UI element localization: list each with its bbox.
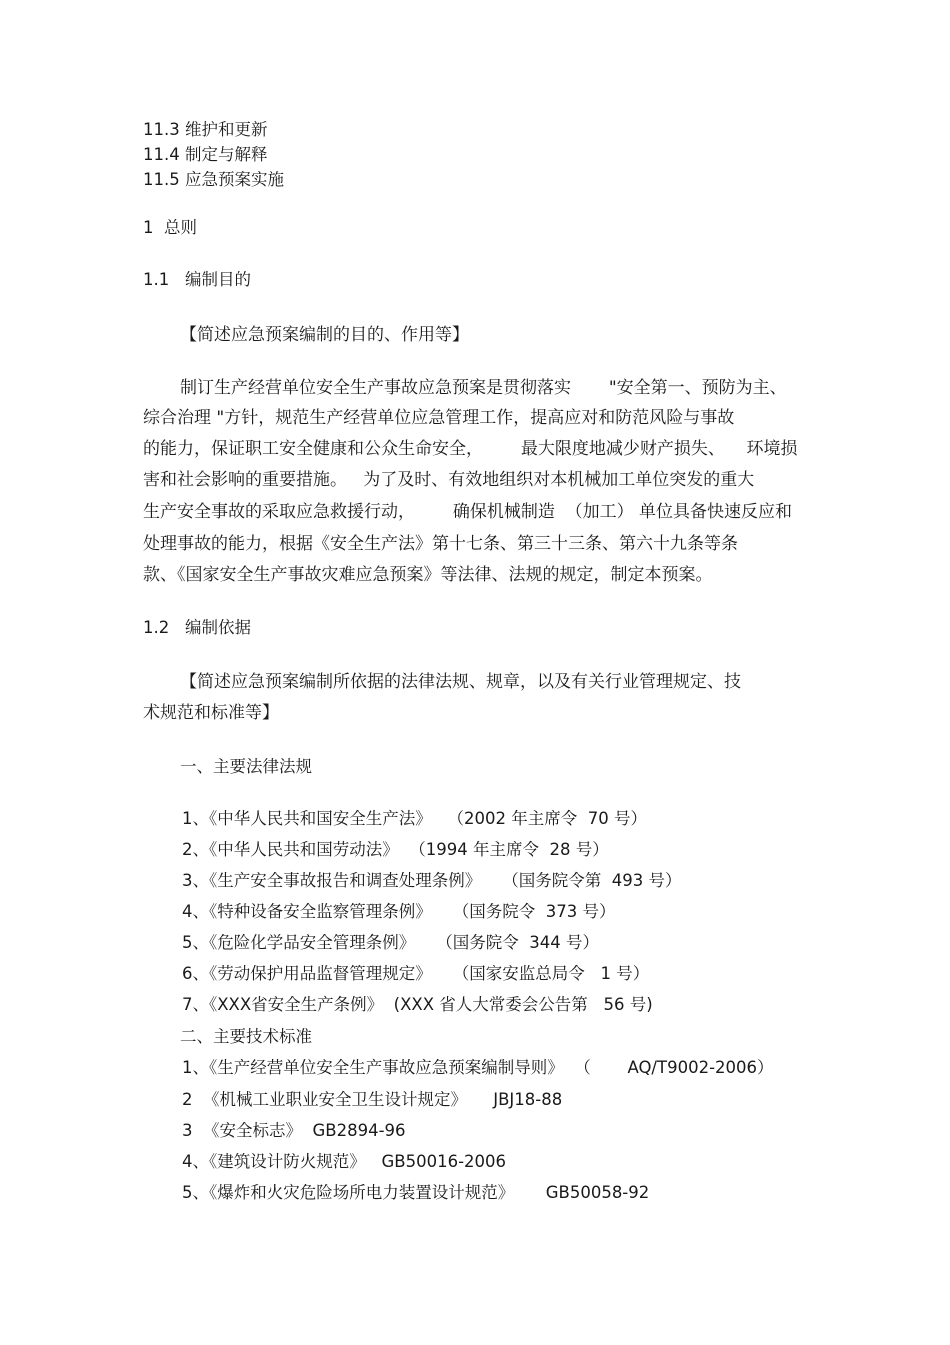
paragraph-line: 综合治理 "方针，规范生产经营单位应急管理工作，提高应对和防范风险与事故 bbox=[143, 408, 735, 428]
law-item: 4、《特种设备安全监察管理条例》 （国务院令 373 号） bbox=[182, 902, 616, 921]
section-heading: 1 总则 bbox=[143, 218, 197, 237]
paragraph-line: 害和社会影响的重要措施。 为了及时、有效地组织对本机械加工单位突发的重大 bbox=[143, 470, 755, 490]
paragraph-line: 的能力，保证职工安全健康和公众生命安全， 最大限度地减少财产损失、 环境损 bbox=[143, 439, 798, 459]
section-note: 术规范和标准等】 bbox=[143, 703, 279, 723]
standard-item: 2 《机械工业职业安全卫生设计规定》 JBJ18-88 bbox=[182, 1090, 563, 1109]
paragraph-line: 款、《国家安全生产事故灾难应急预案》等法律、法规的规定，制定本预案。 bbox=[143, 565, 713, 585]
toc-item: 11.4 制定与解释 bbox=[143, 145, 268, 164]
law-item: 1、《中华人民共和国安全生产法》 （2002 年主席令 70 号） bbox=[182, 809, 647, 828]
standard-item: 5、《爆炸和火灾危险场所电力装置设计规范》 GB50058-92 bbox=[182, 1183, 650, 1202]
standard-item: 3 《安全标志》 GB2894-96 bbox=[182, 1121, 406, 1140]
toc-item: 11.5 应急预案实施 bbox=[143, 170, 284, 189]
subsection-heading: 1.1 编制目的 bbox=[143, 270, 251, 289]
law-item: 2、《中华人民共和国劳动法》 （1994 年主席令 28 号） bbox=[182, 840, 609, 859]
law-item: 5、《危险化学品安全管理条例》 （国务院令 344 号） bbox=[182, 933, 599, 952]
paragraph-line: 生产安全事故的采取应急救援行动， 确保机械制造 （加工） 单位具备快速反应和 bbox=[143, 502, 793, 522]
list-heading: 一、主要法律法规 bbox=[180, 757, 312, 776]
law-item: 6、《劳动保护用品监督管理规定》 （国家安监总局令 1 号） bbox=[182, 964, 650, 983]
paragraph-line: 处理事故的能力，根据《安全生产法》第十七条、第三十三条、第六十九条等条 bbox=[143, 534, 738, 554]
toc-item: 11.3 维护和更新 bbox=[143, 120, 268, 139]
standard-item: 1、《生产经营单位安全生产事故应急预案编制导则》 （ AQ/T9002-2006） bbox=[182, 1058, 774, 1077]
subsection-heading: 1.2 编制依据 bbox=[143, 618, 251, 637]
standard-item: 4、《建筑设计防火规范》 GB50016-2006 bbox=[182, 1152, 507, 1171]
section-note: 【简述应急预案编制的目的、作用等】 bbox=[180, 325, 469, 345]
law-item: 3、《生产安全事故报告和调查处理条例》 （国务院令第 493 号） bbox=[182, 871, 682, 890]
list-heading: 二、主要技术标准 bbox=[180, 1027, 312, 1046]
law-item: 7、《XXX省安全生产条例》 (XXX 省人大常委会公告第 56 号) bbox=[182, 995, 653, 1014]
paragraph-line: 制订生产经营单位安全生产事故应急预案是贯彻落实 "安全第一、预防为主、 bbox=[180, 378, 787, 398]
section-note: 【简述应急预案编制所依据的法律法规、规章，以及有关行业管理规定、技 bbox=[180, 672, 741, 692]
